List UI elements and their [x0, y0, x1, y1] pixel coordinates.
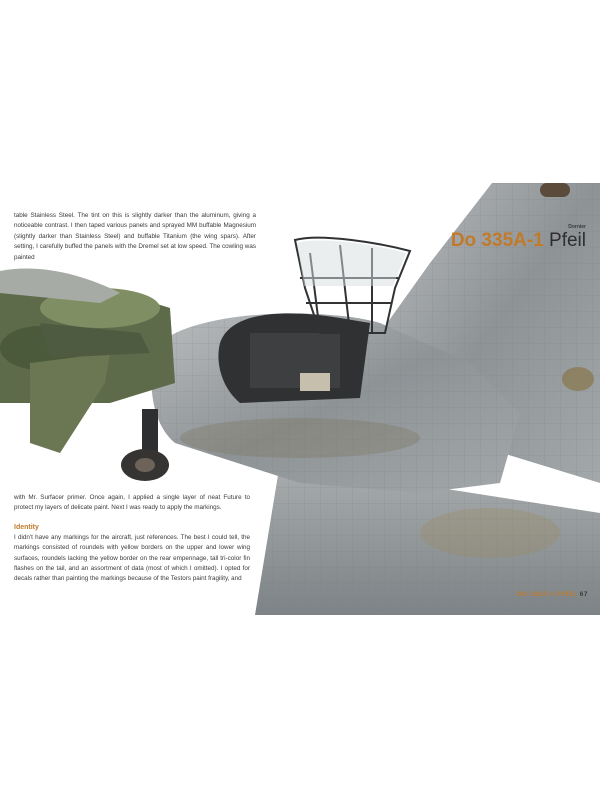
article-title	[451, 224, 586, 252]
running-title: DO 335A-1 PFEIL	[516, 591, 578, 598]
title-model: Do 335A-1	[450, 230, 544, 251]
page-number: 67	[579, 591, 588, 598]
title-kicker: Dornier	[568, 224, 586, 230]
magazine-page	[0, 183, 600, 615]
page-folio	[517, 591, 588, 598]
section-heading: Identity	[14, 523, 39, 531]
body-paragraph-bottom: with Mr. Surfacer primer. Once again, I applied a single layer of neat Future to protect my layers of delicate paint. Next I was ready to apply the markings.	[14, 494, 250, 512]
title-name: Pfeil	[549, 230, 586, 251]
body-paragraph-identity: I didn't have any markings for the aircraft, just references. The best I could tell, the markings consisted of roundels with yellow borders on the upper and lower wing surfaces, roundels lacking the yellow border on the rear empennage, tall tri-color fin flashes on the tail, and an assortment of data (most of which I omitted). I opted for decals rather than painting the markings because of the Testors paint fragility, and	[14, 533, 250, 583]
body-column-bottom	[14, 493, 250, 585]
body-paragraph-top: table Stainless Steel. The tint on this is slightly darker than the aluminum, giving a noticeable contrast. I then taped various panels and sprayed MM buffable Magnesium (slightly darker than Stainless Steel) and buffable Titanium (the wing spars). After setting, I carefully buffed the panels with the Dremel set at low speed. The cowling was painted	[14, 212, 256, 261]
